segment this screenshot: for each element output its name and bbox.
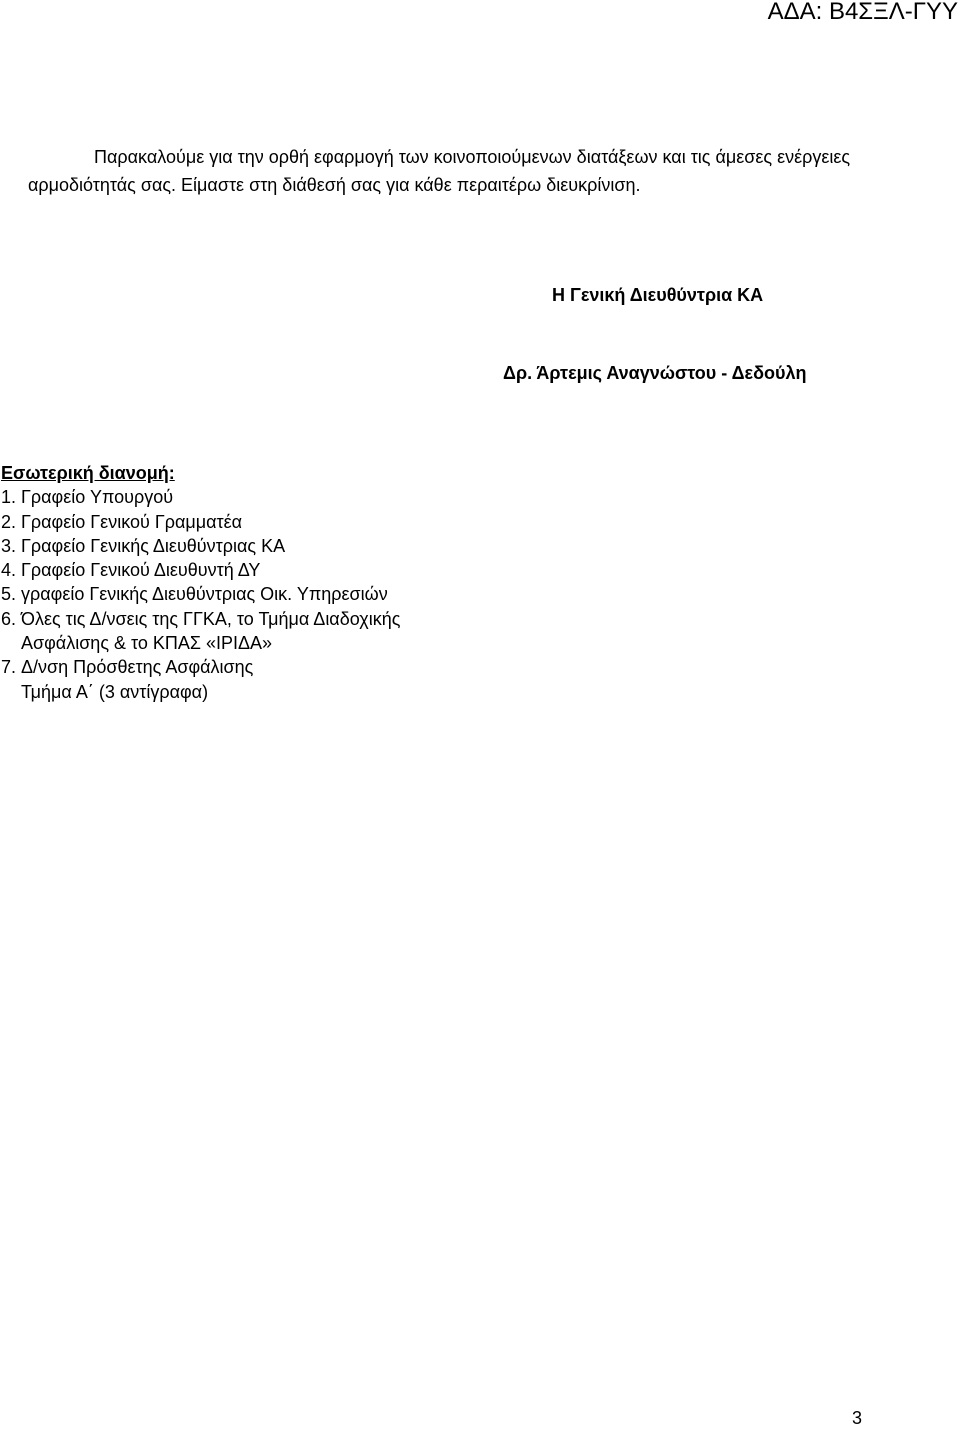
distribution-item xyxy=(1,582,400,606)
distribution-list xyxy=(1,485,400,704)
distribution-item-number: 7. xyxy=(1,657,17,678)
distribution-item-number: 5. xyxy=(1,584,17,605)
distribution-item-text: Γραφείο Γενικού Διευθυντή ΔΥ xyxy=(21,560,261,581)
closing-paragraph: Παρακαλούμε για την ορθή εφαρμογή των κοινοποιούμενων διατάξεων και τις άμεσες ενέργειες αρμοδιότητάς σας. Είμαστε στη διάθεσή σας για κάθε περαιτέρω διευκρίνιση. xyxy=(28,147,851,195)
distribution-item-text: Γραφείο Γενικού Γραμματέα xyxy=(21,511,243,532)
distribution-item xyxy=(1,510,400,534)
distribution-item-text: γραφείο Γενικής Διευθύντριας Οικ. Υπηρεσιών xyxy=(21,584,388,605)
distribution-item-text: Γραφείο Υπουργού xyxy=(21,487,174,508)
internal-distribution xyxy=(1,461,400,704)
page-number: 3 xyxy=(852,1408,863,1428)
distribution-item-text: Όλες τις Δ/νσεις της ΓΓΚΑ, το Τμήμα Διαδοχικής xyxy=(21,608,401,629)
distribution-item xyxy=(1,485,400,509)
distribution-item-text-continued: Ασφάλισης & το ΚΠΑΣ «ΙΡΙΔΑ» xyxy=(21,633,273,654)
distribution-item-text-continued: Τμήμα Α΄ (3 αντίγραφα) xyxy=(21,681,209,702)
distribution-item xyxy=(1,558,400,582)
distribution-item-number: 2. xyxy=(1,511,17,532)
distribution-item-number: 6. xyxy=(1,608,17,629)
signatory-name: Δρ. Άρτεμις Αναγνώστου - Δεδούλη xyxy=(503,363,807,383)
distribution-item-number: 1. xyxy=(1,487,17,508)
distribution-item xyxy=(1,534,400,558)
ada-code: ΑΔΑ: Β4ΣΞΛ-ΓΥΥ xyxy=(767,0,958,25)
distribution-item-text: Γραφείο Γενικής Διευθύντριας ΚΑ xyxy=(21,535,286,556)
distribution-item-number: 3. xyxy=(1,535,17,556)
distribution-heading: Εσωτερική διανομή: xyxy=(1,463,175,483)
distribution-item-text: Δ/νση Πρόσθετης Ασφάλισης xyxy=(21,657,254,678)
distribution-item xyxy=(1,607,400,656)
distribution-item-number: 4. xyxy=(1,560,17,581)
signatory-title: Η Γενική Διευθύντρια ΚΑ xyxy=(552,285,764,305)
distribution-item xyxy=(1,655,400,704)
